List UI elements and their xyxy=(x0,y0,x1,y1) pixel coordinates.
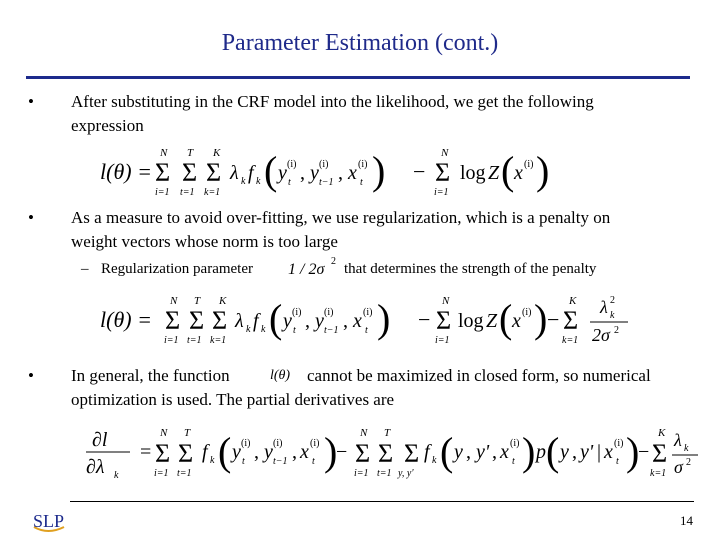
slp-logo-icon xyxy=(30,505,70,537)
sub-bullet-text-a: Regularization parameter xyxy=(101,261,254,277)
svg-text:2: 2 xyxy=(686,457,691,468)
svg-text:(i): (i) xyxy=(510,438,520,449)
svg-text:−: − xyxy=(418,307,431,332)
svg-text:∂l: ∂l xyxy=(92,429,108,451)
svg-text:λ: λ xyxy=(235,310,244,332)
svg-text:k=1: k=1 xyxy=(650,468,667,479)
svg-text:i=1: i=1 xyxy=(155,187,170,198)
svg-text:(: ( xyxy=(499,296,513,341)
equation-regularized-log-likelihood xyxy=(100,289,640,349)
svg-text:(i): (i) xyxy=(358,159,368,170)
svg-text:): ) xyxy=(324,429,338,474)
svg-text:Σ: Σ xyxy=(563,306,579,335)
svg-text:k: k xyxy=(246,324,251,335)
svg-text:k: k xyxy=(432,455,437,466)
svg-text:Σ: Σ xyxy=(378,439,394,468)
svg-text:2: 2 xyxy=(331,256,336,267)
svg-text:(: ( xyxy=(218,429,232,474)
svg-text:t: t xyxy=(360,177,363,188)
svg-text:Σ: Σ xyxy=(155,439,171,468)
svg-text:=: = xyxy=(140,441,152,463)
svg-text:−: − xyxy=(336,441,348,463)
bullet-marker-3: • xyxy=(28,366,34,385)
svg-text:i=1: i=1 xyxy=(164,335,179,346)
svg-text:l(θ) =: l(θ) = xyxy=(100,307,152,332)
svg-text:N: N xyxy=(170,295,178,307)
svg-text:(i): (i) xyxy=(614,438,624,449)
svg-text:i=1: i=1 xyxy=(434,187,449,198)
svg-text:f: f xyxy=(424,441,430,463)
svg-text:i=1: i=1 xyxy=(154,468,169,479)
svg-text:T: T xyxy=(184,427,191,439)
svg-text:Σ: Σ xyxy=(189,306,205,335)
svg-text:λ: λ xyxy=(674,430,682,450)
svg-text:k: k xyxy=(241,176,246,187)
bullet-3-line-2: optimization is used. The partial derivatives are xyxy=(71,390,395,409)
svg-text:,: , xyxy=(292,441,297,463)
svg-text:log: log xyxy=(458,310,484,332)
svg-text:|: | xyxy=(597,441,602,463)
svg-text:): ) xyxy=(377,296,391,341)
equation-regularization-parameter xyxy=(288,254,343,280)
svg-text:): ) xyxy=(534,296,548,341)
svg-text:y: y xyxy=(283,310,292,332)
svg-text:Σ: Σ xyxy=(206,158,222,187)
svg-text:x: x xyxy=(512,310,521,332)
svg-text:t: t xyxy=(242,456,245,467)
svg-text:): ) xyxy=(522,429,536,474)
svg-text:∂λ: ∂λ xyxy=(86,456,105,478)
logo-text: SLP xyxy=(33,511,65,531)
svg-text:y: y xyxy=(560,441,569,463)
svg-text:y: y xyxy=(264,441,273,463)
svg-text:log: log xyxy=(460,162,486,184)
svg-text:λ: λ xyxy=(230,162,239,184)
svg-text:x: x xyxy=(348,162,357,184)
bullet-2-line-2: weight vectors whose norm is too large xyxy=(71,232,338,251)
bullet-3-line-1b: cannot be maximized in closed form, so numerical xyxy=(307,366,651,385)
svg-text:y: y xyxy=(315,310,324,332)
svg-text:t−1: t−1 xyxy=(273,456,288,467)
svg-text:K: K xyxy=(569,295,577,307)
bullet-marker-2: • xyxy=(28,208,34,227)
svg-text:x: x xyxy=(300,441,309,463)
sub-bullet-text-b: that determines the strength of the penalty xyxy=(344,261,597,277)
svg-text:f: f xyxy=(248,162,254,184)
svg-text:Σ: Σ xyxy=(355,439,371,468)
svg-text:k: k xyxy=(684,443,689,454)
svg-text:y': y' xyxy=(580,441,594,463)
svg-text:,: , xyxy=(300,162,305,184)
svg-text:T: T xyxy=(187,147,194,159)
svg-text:1 / 2σ: 1 / 2σ xyxy=(288,261,325,278)
slide-title: Parameter Estimation (cont.) xyxy=(221,30,499,56)
svg-text:t: t xyxy=(312,456,315,467)
svg-text:t−1: t−1 xyxy=(319,177,334,188)
svg-text:y: y xyxy=(232,441,241,463)
svg-text:N: N xyxy=(442,295,450,307)
svg-text:(i): (i) xyxy=(363,307,373,318)
svg-text:T: T xyxy=(384,427,391,439)
svg-text:t: t xyxy=(616,456,619,467)
bullet-3-line-1a: In general, the function xyxy=(71,366,230,385)
svg-text:t=1: t=1 xyxy=(187,335,202,346)
title-divider xyxy=(26,76,690,79)
svg-text:Z: Z xyxy=(488,162,500,184)
svg-text:(i): (i) xyxy=(522,307,532,318)
svg-text:(i): (i) xyxy=(241,438,251,449)
svg-text:i=1: i=1 xyxy=(354,468,369,479)
svg-text:N: N xyxy=(160,427,168,439)
svg-text:(i): (i) xyxy=(287,159,297,170)
svg-text:(i): (i) xyxy=(319,159,329,170)
svg-text:,: , xyxy=(254,441,259,463)
svg-text:Σ: Σ xyxy=(178,439,194,468)
bullet-marker-1: • xyxy=(28,92,34,111)
svg-text:,: , xyxy=(492,441,497,463)
svg-text:(: ( xyxy=(546,429,560,474)
svg-text:−: − xyxy=(547,307,560,332)
svg-text:(i): (i) xyxy=(273,438,283,449)
svg-text:Σ: Σ xyxy=(404,439,420,468)
svg-text:t−1: t−1 xyxy=(324,325,339,336)
svg-text:−: − xyxy=(413,159,426,184)
svg-text:x: x xyxy=(514,162,523,184)
svg-text:Σ: Σ xyxy=(212,306,228,335)
svg-text:k=1: k=1 xyxy=(210,335,227,346)
svg-text:N: N xyxy=(441,147,449,159)
svg-text:k: k xyxy=(210,455,215,466)
svg-text:f: f xyxy=(253,310,259,332)
svg-text:,: , xyxy=(305,310,310,332)
equation-partial-derivative xyxy=(86,424,691,486)
svg-text:(: ( xyxy=(501,148,515,193)
sub-bullet-marker: – xyxy=(81,261,89,277)
svg-text:l(θ): l(θ) xyxy=(270,368,291,383)
svg-text:x: x xyxy=(604,441,613,463)
svg-text:N: N xyxy=(160,147,168,159)
svg-text:Σ: Σ xyxy=(165,306,181,335)
svg-text:Σ: Σ xyxy=(436,306,452,335)
svg-text:l(θ) =: l(θ) = xyxy=(100,159,152,184)
equation-log-likelihood xyxy=(100,143,560,198)
svg-text:σ: σ xyxy=(674,457,683,477)
svg-text:x: x xyxy=(500,441,509,463)
svg-text:y, y': y, y' xyxy=(398,468,414,479)
bullet-2-line-1: As a measure to avoid over-fitting, we use regularization, which is a penalty on xyxy=(71,208,611,227)
svg-text:(i): (i) xyxy=(324,307,334,318)
svg-text:k: k xyxy=(256,176,261,187)
svg-text:N: N xyxy=(360,427,368,439)
svg-text:p: p xyxy=(536,441,546,463)
svg-text:t: t xyxy=(288,177,291,188)
svg-text:,: , xyxy=(338,162,343,184)
svg-text:λ: λ xyxy=(600,297,608,317)
bullet-1-line-1: After substituting in the CRF model into the likelihood, we get the following xyxy=(71,92,594,111)
svg-text:Σ: Σ xyxy=(155,158,171,187)
svg-text:y': y' xyxy=(476,441,490,463)
svg-text:): ) xyxy=(536,148,550,193)
bullet-1-line-2: expression xyxy=(71,116,144,135)
svg-text:,: , xyxy=(572,441,577,463)
svg-text:Σ: Σ xyxy=(652,439,668,468)
svg-text:Σ: Σ xyxy=(182,158,198,187)
svg-text:(: ( xyxy=(269,296,283,341)
svg-text:t: t xyxy=(365,325,368,336)
svg-text:y: y xyxy=(310,162,319,184)
equation-likelihood-function xyxy=(270,362,302,386)
svg-text:(i): (i) xyxy=(310,438,320,449)
svg-text:i=1: i=1 xyxy=(435,335,450,346)
svg-text:(i): (i) xyxy=(292,307,302,318)
svg-text:t=1: t=1 xyxy=(377,468,392,479)
svg-text:x: x xyxy=(353,310,362,332)
svg-text:,: , xyxy=(466,441,471,463)
svg-text:k: k xyxy=(114,470,119,481)
svg-text:t=1: t=1 xyxy=(180,187,195,198)
svg-text:Z: Z xyxy=(486,310,498,332)
svg-text:k: k xyxy=(610,310,615,321)
svg-text:y: y xyxy=(278,162,287,184)
svg-text:Σ: Σ xyxy=(435,158,451,187)
svg-text:(i): (i) xyxy=(524,159,534,170)
svg-text:): ) xyxy=(626,429,640,474)
svg-text:2σ: 2σ xyxy=(592,325,610,345)
svg-text:K: K xyxy=(658,427,666,439)
svg-text:−: − xyxy=(638,441,650,463)
svg-text:2: 2 xyxy=(614,325,619,336)
svg-text:K: K xyxy=(219,295,227,307)
svg-text:T: T xyxy=(194,295,201,307)
svg-text:y: y xyxy=(454,441,463,463)
svg-text:(: ( xyxy=(440,429,454,474)
svg-text:t: t xyxy=(512,456,515,467)
svg-text:t=1: t=1 xyxy=(177,468,192,479)
svg-text:K: K xyxy=(213,147,221,159)
svg-text:): ) xyxy=(372,148,386,193)
svg-text:k: k xyxy=(261,324,266,335)
page-number: 14 xyxy=(680,513,693,528)
svg-text:2: 2 xyxy=(610,295,615,306)
svg-text:k=1: k=1 xyxy=(204,187,221,198)
svg-text:t: t xyxy=(293,325,296,336)
svg-text:,: , xyxy=(343,310,348,332)
svg-text:k=1: k=1 xyxy=(562,335,579,346)
svg-text:(: ( xyxy=(264,148,278,193)
svg-text:f: f xyxy=(202,441,208,463)
footer-divider xyxy=(70,501,694,502)
